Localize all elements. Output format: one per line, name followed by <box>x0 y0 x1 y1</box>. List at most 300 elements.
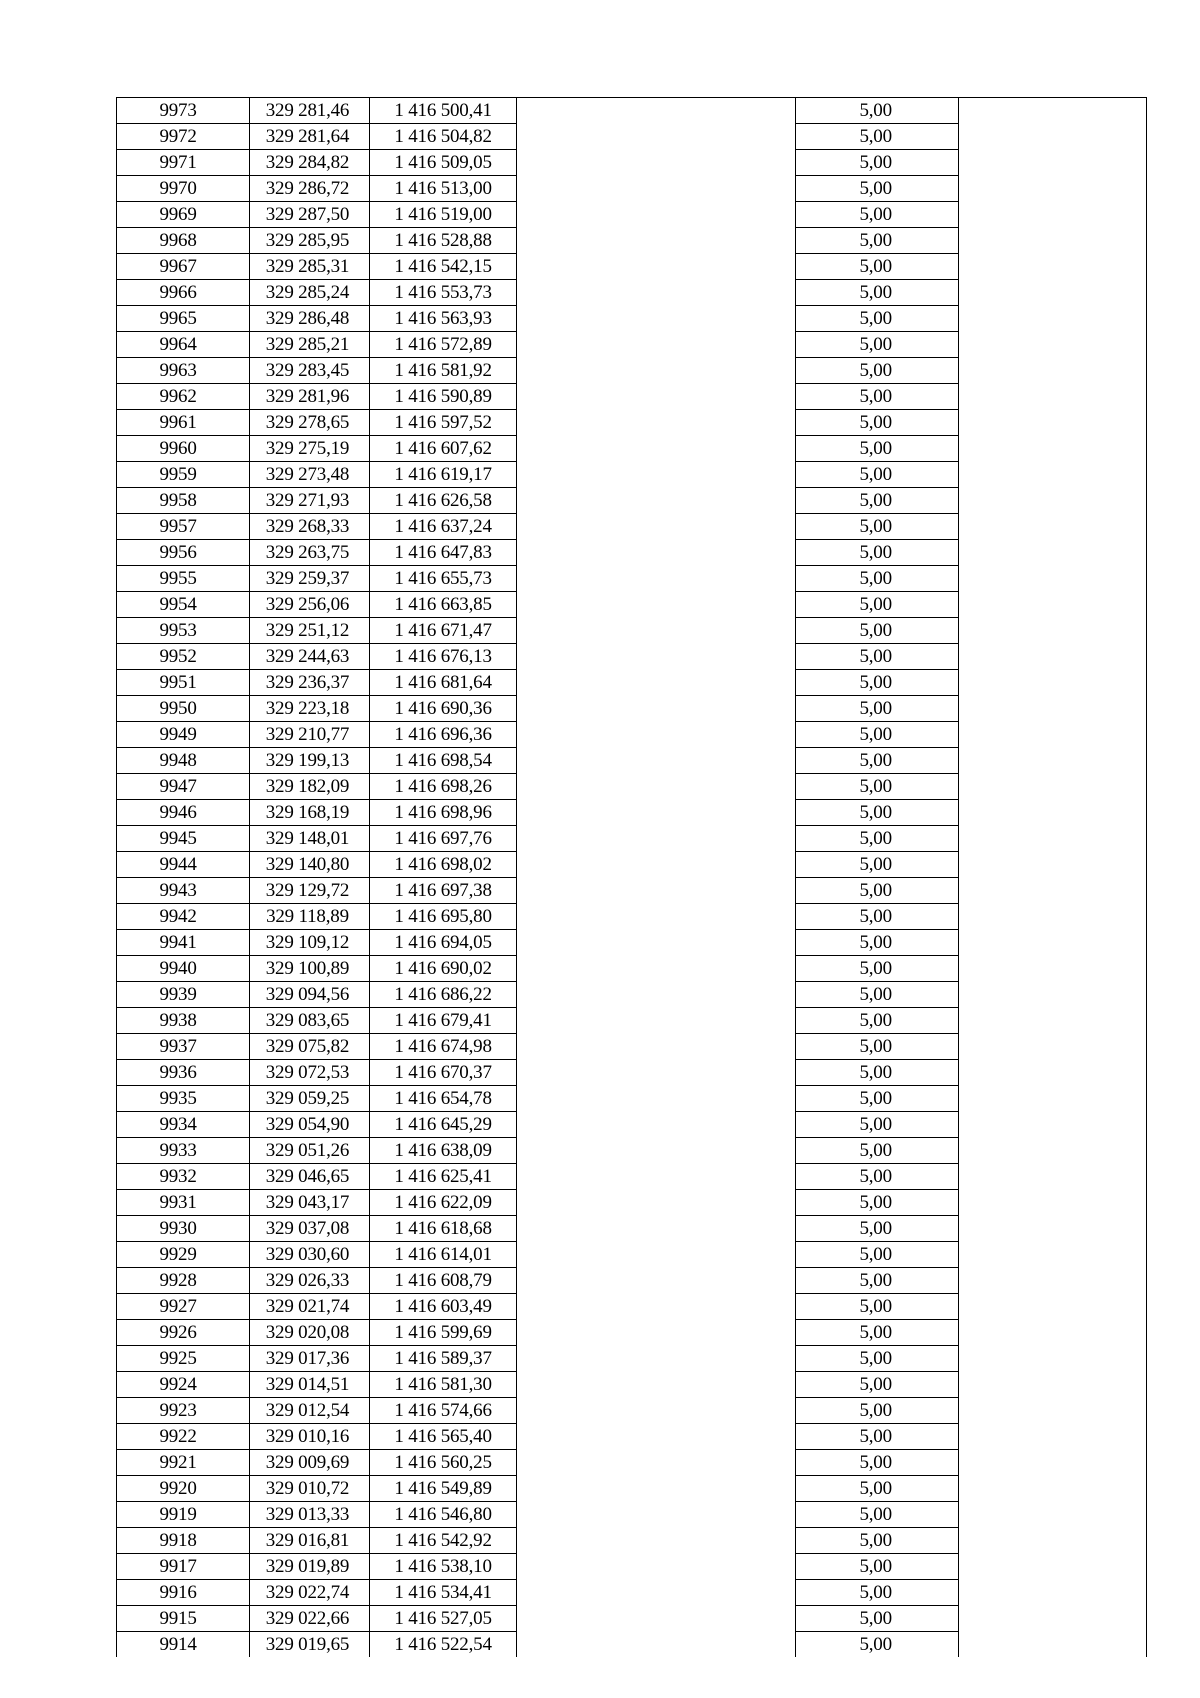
empty-cell <box>958 566 1146 592</box>
table-row <box>117 436 1147 462</box>
empty-cell <box>958 1216 1146 1242</box>
accuracy-cell: 5,00 <box>795 774 958 800</box>
table-row <box>117 358 1147 384</box>
table-row <box>117 1372 1147 1398</box>
empty-cell <box>517 1268 795 1294</box>
point-number-cell: 9950 <box>117 696 250 722</box>
accuracy-cell: 5,00 <box>795 1424 958 1450</box>
point-number-cell: 9919 <box>117 1502 250 1528</box>
accuracy-cell: 5,00 <box>795 826 958 852</box>
point-number-cell: 9969 <box>117 202 250 228</box>
empty-cell <box>517 878 795 904</box>
point-number-cell: 9946 <box>117 800 250 826</box>
point-number-cell: 9962 <box>117 384 250 410</box>
accuracy-cell: 5,00 <box>795 488 958 514</box>
point-number-cell: 9955 <box>117 566 250 592</box>
y-coordinate-cell: 1 416 574,66 <box>369 1398 516 1424</box>
point-number-cell: 9924 <box>117 1372 250 1398</box>
table-row <box>117 1008 1147 1034</box>
point-number-cell: 9957 <box>117 514 250 540</box>
empty-cell <box>958 280 1146 306</box>
y-coordinate-cell: 1 416 690,36 <box>369 696 516 722</box>
y-coordinate-cell: 1 416 671,47 <box>369 618 516 644</box>
accuracy-cell: 5,00 <box>795 280 958 306</box>
accuracy-cell: 5,00 <box>795 722 958 748</box>
empty-cell <box>517 1112 795 1138</box>
empty-cell <box>958 618 1146 644</box>
empty-cell <box>517 1086 795 1112</box>
empty-cell <box>517 1580 795 1606</box>
x-coordinate-cell: 329 148,01 <box>250 826 370 852</box>
y-coordinate-cell: 1 416 696,36 <box>369 722 516 748</box>
empty-cell <box>958 1034 1146 1060</box>
accuracy-cell: 5,00 <box>795 1008 958 1034</box>
empty-cell <box>958 1372 1146 1398</box>
empty-cell <box>517 982 795 1008</box>
x-coordinate-cell: 329 129,72 <box>250 878 370 904</box>
y-coordinate-cell: 1 416 681,64 <box>369 670 516 696</box>
x-coordinate-cell: 329 263,75 <box>250 540 370 566</box>
y-coordinate-cell: 1 416 698,96 <box>369 800 516 826</box>
x-coordinate-cell: 329 026,33 <box>250 1268 370 1294</box>
table-row <box>117 1580 1147 1606</box>
x-coordinate-cell: 329 051,26 <box>250 1138 370 1164</box>
empty-cell <box>517 436 795 462</box>
accuracy-cell: 5,00 <box>795 618 958 644</box>
x-coordinate-cell: 329 251,12 <box>250 618 370 644</box>
point-number-cell: 9949 <box>117 722 250 748</box>
empty-cell <box>958 98 1146 124</box>
accuracy-cell: 5,00 <box>795 1060 958 1086</box>
empty-cell <box>958 722 1146 748</box>
table-row <box>117 98 1147 124</box>
empty-cell <box>517 1476 795 1502</box>
table-row <box>117 1034 1147 1060</box>
empty-cell <box>517 904 795 930</box>
empty-cell <box>958 1008 1146 1034</box>
y-coordinate-cell: 1 416 603,49 <box>369 1294 516 1320</box>
table-row <box>117 124 1147 150</box>
table-row <box>117 228 1147 254</box>
accuracy-cell: 5,00 <box>795 1528 958 1554</box>
y-coordinate-cell: 1 416 698,26 <box>369 774 516 800</box>
accuracy-cell: 5,00 <box>795 1164 958 1190</box>
table-row <box>117 1632 1147 1658</box>
accuracy-cell: 5,00 <box>795 1476 958 1502</box>
y-coordinate-cell: 1 416 546,80 <box>369 1502 516 1528</box>
y-coordinate-cell: 1 416 645,29 <box>369 1112 516 1138</box>
y-coordinate-cell: 1 416 500,41 <box>369 98 516 124</box>
x-coordinate-cell: 329 054,90 <box>250 1112 370 1138</box>
x-coordinate-cell: 329 017,36 <box>250 1346 370 1372</box>
point-number-cell: 9925 <box>117 1346 250 1372</box>
empty-cell <box>958 878 1146 904</box>
table-row <box>117 904 1147 930</box>
empty-cell <box>517 748 795 774</box>
y-coordinate-cell: 1 416 565,40 <box>369 1424 516 1450</box>
point-number-cell: 9941 <box>117 930 250 956</box>
y-coordinate-cell: 1 416 626,58 <box>369 488 516 514</box>
table-row <box>117 800 1147 826</box>
coordinates-table-body <box>117 98 1147 1658</box>
accuracy-cell: 5,00 <box>795 410 958 436</box>
table-row <box>117 1190 1147 1216</box>
point-number-cell: 9938 <box>117 1008 250 1034</box>
point-number-cell: 9964 <box>117 332 250 358</box>
empty-cell <box>517 1398 795 1424</box>
empty-cell <box>517 1320 795 1346</box>
point-number-cell: 9944 <box>117 852 250 878</box>
accuracy-cell: 5,00 <box>795 566 958 592</box>
empty-cell <box>517 1034 795 1060</box>
y-coordinate-cell: 1 416 676,13 <box>369 644 516 670</box>
x-coordinate-cell: 329 072,53 <box>250 1060 370 1086</box>
empty-cell <box>517 228 795 254</box>
empty-cell <box>958 332 1146 358</box>
y-coordinate-cell: 1 416 519,00 <box>369 202 516 228</box>
point-number-cell: 9930 <box>117 1216 250 1242</box>
point-number-cell: 9939 <box>117 982 250 1008</box>
x-coordinate-cell: 329 094,56 <box>250 982 370 1008</box>
x-coordinate-cell: 329 281,64 <box>250 124 370 150</box>
y-coordinate-cell: 1 416 549,89 <box>369 1476 516 1502</box>
table-row <box>117 1268 1147 1294</box>
accuracy-cell: 5,00 <box>795 150 958 176</box>
point-number-cell: 9934 <box>117 1112 250 1138</box>
y-coordinate-cell: 1 416 647,83 <box>369 540 516 566</box>
empty-cell <box>958 1346 1146 1372</box>
empty-cell <box>958 852 1146 878</box>
point-number-cell: 9927 <box>117 1294 250 1320</box>
empty-cell <box>517 1164 795 1190</box>
empty-cell <box>958 1502 1146 1528</box>
empty-cell <box>517 592 795 618</box>
point-number-cell: 9947 <box>117 774 250 800</box>
point-number-cell: 9960 <box>117 436 250 462</box>
accuracy-cell: 5,00 <box>795 358 958 384</box>
empty-cell <box>517 852 795 878</box>
accuracy-cell: 5,00 <box>795 1320 958 1346</box>
point-number-cell: 9963 <box>117 358 250 384</box>
x-coordinate-cell: 329 283,45 <box>250 358 370 384</box>
y-coordinate-cell: 1 416 504,82 <box>369 124 516 150</box>
empty-cell <box>517 1190 795 1216</box>
x-coordinate-cell: 329 182,09 <box>250 774 370 800</box>
empty-cell <box>517 1216 795 1242</box>
table-row <box>117 332 1147 358</box>
table-row <box>117 748 1147 774</box>
point-number-cell: 9956 <box>117 540 250 566</box>
y-coordinate-cell: 1 416 622,09 <box>369 1190 516 1216</box>
accuracy-cell: 5,00 <box>795 956 958 982</box>
y-coordinate-cell: 1 416 589,37 <box>369 1346 516 1372</box>
accuracy-cell: 5,00 <box>795 1398 958 1424</box>
empty-cell <box>517 150 795 176</box>
empty-cell <box>517 1450 795 1476</box>
point-number-cell: 9928 <box>117 1268 250 1294</box>
table-row <box>117 1138 1147 1164</box>
empty-cell <box>517 98 795 124</box>
empty-cell <box>958 124 1146 150</box>
empty-cell <box>958 1398 1146 1424</box>
point-number-cell: 9958 <box>117 488 250 514</box>
empty-cell <box>958 358 1146 384</box>
y-coordinate-cell: 1 416 534,41 <box>369 1580 516 1606</box>
empty-cell <box>517 956 795 982</box>
accuracy-cell: 5,00 <box>795 1216 958 1242</box>
point-number-cell: 9968 <box>117 228 250 254</box>
accuracy-cell: 5,00 <box>795 930 958 956</box>
point-number-cell: 9921 <box>117 1450 250 1476</box>
accuracy-cell: 5,00 <box>795 878 958 904</box>
x-coordinate-cell: 329 016,81 <box>250 1528 370 1554</box>
table-row <box>117 150 1147 176</box>
empty-cell <box>517 1138 795 1164</box>
accuracy-cell: 5,00 <box>795 1294 958 1320</box>
x-coordinate-cell: 329 199,13 <box>250 748 370 774</box>
accuracy-cell: 5,00 <box>795 696 958 722</box>
empty-cell <box>517 410 795 436</box>
y-coordinate-cell: 1 416 542,92 <box>369 1528 516 1554</box>
accuracy-cell: 5,00 <box>795 1372 958 1398</box>
y-coordinate-cell: 1 416 581,30 <box>369 1372 516 1398</box>
x-coordinate-cell: 329 019,89 <box>250 1554 370 1580</box>
accuracy-cell: 5,00 <box>795 1606 958 1632</box>
empty-cell <box>958 228 1146 254</box>
table-row <box>117 306 1147 332</box>
table-row <box>117 1242 1147 1268</box>
empty-cell <box>517 1372 795 1398</box>
empty-cell <box>958 176 1146 202</box>
point-number-cell: 9967 <box>117 254 250 280</box>
table-row <box>117 826 1147 852</box>
x-coordinate-cell: 329 014,51 <box>250 1372 370 1398</box>
point-number-cell: 9971 <box>117 150 250 176</box>
empty-cell <box>517 254 795 280</box>
y-coordinate-cell: 1 416 553,73 <box>369 280 516 306</box>
y-coordinate-cell: 1 416 597,52 <box>369 410 516 436</box>
empty-cell <box>958 748 1146 774</box>
coordinates-table <box>116 97 1147 1657</box>
x-coordinate-cell: 329 281,46 <box>250 98 370 124</box>
accuracy-cell: 5,00 <box>795 644 958 670</box>
empty-cell <box>958 1476 1146 1502</box>
x-coordinate-cell: 329 287,50 <box>250 202 370 228</box>
y-coordinate-cell: 1 416 527,05 <box>369 1606 516 1632</box>
x-coordinate-cell: 329 010,16 <box>250 1424 370 1450</box>
table-row <box>117 462 1147 488</box>
point-number-cell: 9965 <box>117 306 250 332</box>
y-coordinate-cell: 1 416 663,85 <box>369 592 516 618</box>
x-coordinate-cell: 329 075,82 <box>250 1034 370 1060</box>
empty-cell <box>517 1008 795 1034</box>
y-coordinate-cell: 1 416 522,54 <box>369 1632 516 1658</box>
empty-cell <box>958 1164 1146 1190</box>
empty-cell <box>517 1502 795 1528</box>
accuracy-cell: 5,00 <box>795 852 958 878</box>
empty-cell <box>958 1242 1146 1268</box>
table-row <box>117 1216 1147 1242</box>
table-row <box>117 618 1147 644</box>
table-row <box>117 280 1147 306</box>
point-number-cell: 9931 <box>117 1190 250 1216</box>
point-number-cell: 9936 <box>117 1060 250 1086</box>
table-row <box>117 644 1147 670</box>
x-coordinate-cell: 329 168,19 <box>250 800 370 826</box>
point-number-cell: 9932 <box>117 1164 250 1190</box>
table-row <box>117 722 1147 748</box>
table-row <box>117 176 1147 202</box>
accuracy-cell: 5,00 <box>795 748 958 774</box>
empty-cell <box>517 540 795 566</box>
y-coordinate-cell: 1 416 698,02 <box>369 852 516 878</box>
empty-cell <box>517 358 795 384</box>
y-coordinate-cell: 1 416 694,05 <box>369 930 516 956</box>
point-number-cell: 9952 <box>117 644 250 670</box>
table-row <box>117 202 1147 228</box>
x-coordinate-cell: 329 281,96 <box>250 384 370 410</box>
empty-cell <box>517 1554 795 1580</box>
accuracy-cell: 5,00 <box>795 904 958 930</box>
table-row <box>117 514 1147 540</box>
x-coordinate-cell: 329 256,06 <box>250 592 370 618</box>
y-coordinate-cell: 1 416 509,05 <box>369 150 516 176</box>
x-coordinate-cell: 329 059,25 <box>250 1086 370 1112</box>
empty-cell <box>517 566 795 592</box>
empty-cell <box>958 436 1146 462</box>
empty-cell <box>517 462 795 488</box>
table-row <box>117 982 1147 1008</box>
point-number-cell: 9916 <box>117 1580 250 1606</box>
y-coordinate-cell: 1 416 690,02 <box>369 956 516 982</box>
accuracy-cell: 5,00 <box>795 1268 958 1294</box>
table-row <box>117 1112 1147 1138</box>
empty-cell <box>517 670 795 696</box>
y-coordinate-cell: 1 416 697,38 <box>369 878 516 904</box>
y-coordinate-cell: 1 416 528,88 <box>369 228 516 254</box>
accuracy-cell: 5,00 <box>795 1554 958 1580</box>
table-row <box>117 1060 1147 1086</box>
x-coordinate-cell: 329 021,74 <box>250 1294 370 1320</box>
accuracy-cell: 5,00 <box>795 384 958 410</box>
x-coordinate-cell: 329 019,65 <box>250 1632 370 1658</box>
empty-cell <box>958 1450 1146 1476</box>
x-coordinate-cell: 329 046,65 <box>250 1164 370 1190</box>
y-coordinate-cell: 1 416 686,22 <box>369 982 516 1008</box>
empty-cell <box>517 280 795 306</box>
y-coordinate-cell: 1 416 542,15 <box>369 254 516 280</box>
table-row <box>117 774 1147 800</box>
empty-cell <box>517 774 795 800</box>
table-row <box>117 1294 1147 1320</box>
accuracy-cell: 5,00 <box>795 1502 958 1528</box>
point-number-cell: 9923 <box>117 1398 250 1424</box>
empty-cell <box>958 904 1146 930</box>
x-coordinate-cell: 329 268,33 <box>250 514 370 540</box>
accuracy-cell: 5,00 <box>795 1632 958 1658</box>
empty-cell <box>517 176 795 202</box>
table-row <box>117 878 1147 904</box>
accuracy-cell: 5,00 <box>795 514 958 540</box>
point-number-cell: 9970 <box>117 176 250 202</box>
accuracy-cell: 5,00 <box>795 176 958 202</box>
x-coordinate-cell: 329 109,12 <box>250 930 370 956</box>
empty-cell <box>958 800 1146 826</box>
x-coordinate-cell: 329 285,31 <box>250 254 370 280</box>
point-number-cell: 9945 <box>117 826 250 852</box>
point-number-cell: 9937 <box>117 1034 250 1060</box>
empty-cell <box>517 124 795 150</box>
accuracy-cell: 5,00 <box>795 436 958 462</box>
x-coordinate-cell: 329 022,66 <box>250 1606 370 1632</box>
table-row <box>117 956 1147 982</box>
y-coordinate-cell: 1 416 670,37 <box>369 1060 516 1086</box>
empty-cell <box>958 1606 1146 1632</box>
point-number-cell: 9942 <box>117 904 250 930</box>
x-coordinate-cell: 329 043,17 <box>250 1190 370 1216</box>
empty-cell <box>958 826 1146 852</box>
table-row <box>117 1424 1147 1450</box>
point-number-cell: 9922 <box>117 1424 250 1450</box>
empty-cell <box>517 384 795 410</box>
empty-cell <box>958 956 1146 982</box>
table-row <box>117 1554 1147 1580</box>
table-row <box>117 540 1147 566</box>
accuracy-cell: 5,00 <box>795 124 958 150</box>
y-coordinate-cell: 1 416 625,41 <box>369 1164 516 1190</box>
y-coordinate-cell: 1 416 590,89 <box>369 384 516 410</box>
empty-cell <box>958 254 1146 280</box>
empty-cell <box>517 644 795 670</box>
accuracy-cell: 5,00 <box>795 254 958 280</box>
point-number-cell: 9929 <box>117 1242 250 1268</box>
y-coordinate-cell: 1 416 679,41 <box>369 1008 516 1034</box>
point-number-cell: 9935 <box>117 1086 250 1112</box>
empty-cell <box>958 1190 1146 1216</box>
y-coordinate-cell: 1 416 638,09 <box>369 1138 516 1164</box>
accuracy-cell: 5,00 <box>795 1138 958 1164</box>
point-number-cell: 9943 <box>117 878 250 904</box>
empty-cell <box>958 1268 1146 1294</box>
empty-cell <box>958 514 1146 540</box>
empty-cell <box>517 618 795 644</box>
table-row <box>117 1320 1147 1346</box>
y-coordinate-cell: 1 416 654,78 <box>369 1086 516 1112</box>
empty-cell <box>517 1632 795 1658</box>
point-number-cell: 9918 <box>117 1528 250 1554</box>
empty-cell <box>958 1424 1146 1450</box>
y-coordinate-cell: 1 416 599,69 <box>369 1320 516 1346</box>
empty-cell <box>958 488 1146 514</box>
x-coordinate-cell: 329 236,37 <box>250 670 370 696</box>
y-coordinate-cell: 1 416 538,10 <box>369 1554 516 1580</box>
x-coordinate-cell: 329 010,72 <box>250 1476 370 1502</box>
x-coordinate-cell: 329 013,33 <box>250 1502 370 1528</box>
x-coordinate-cell: 329 273,48 <box>250 462 370 488</box>
empty-cell <box>958 1580 1146 1606</box>
empty-cell <box>517 1346 795 1372</box>
empty-cell <box>517 930 795 956</box>
x-coordinate-cell: 329 271,93 <box>250 488 370 514</box>
y-coordinate-cell: 1 416 637,24 <box>369 514 516 540</box>
point-number-cell: 9961 <box>117 410 250 436</box>
empty-cell <box>958 670 1146 696</box>
table-row <box>117 254 1147 280</box>
empty-cell <box>517 514 795 540</box>
accuracy-cell: 5,00 <box>795 1190 958 1216</box>
empty-cell <box>517 800 795 826</box>
empty-cell <box>958 1632 1146 1658</box>
